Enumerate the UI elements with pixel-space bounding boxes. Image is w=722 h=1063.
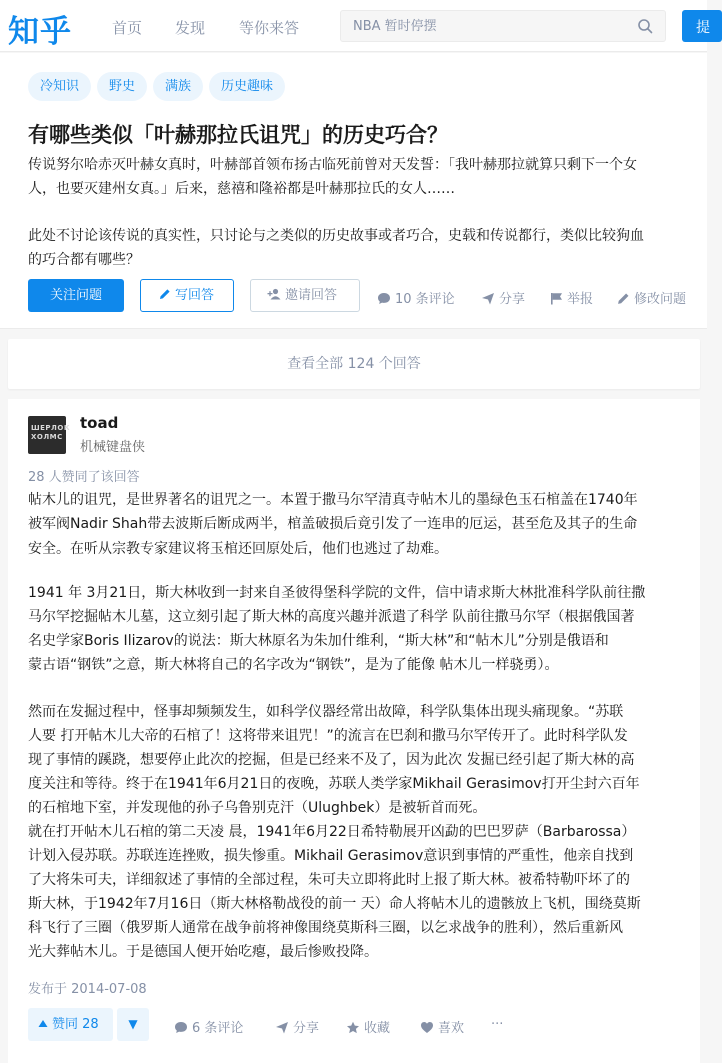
topic-tag[interactable]: 满族 — [153, 72, 203, 101]
answer-line: 现了事情的蹊跷，想要停止此次的挖掘，但是已经来不及了，因为此次 发掘已经引起了斯大林的高 — [28, 752, 635, 768]
nav-home[interactable]: 首页 — [112, 19, 143, 37]
nav-waiting-answers[interactable]: 等你来答 — [239, 19, 300, 37]
answer-line: 度关注和等待。终于在1941年6月21日的夜晚，苏联人类学家Mikhail Gerasimov打开尘封六百年 — [28, 776, 640, 792]
question-desc-line: 人，也要灭建州女真。」后来，慈禧和隆裕都是叶赫那拉氏的女人…… — [28, 181, 455, 197]
question-desc-line: 此处不讨论该传说的真实性，只讨论与之类似的历史故事或者巧合，史载和传说都行，类似比较狗血 — [28, 228, 644, 244]
question-comments-button[interactable] — [377, 288, 455, 307]
invite-answer-label: 邀请回答 — [285, 288, 338, 303]
answer-line: 光大葬帖木儿。于是德国人便开始吃瘪，最后惨败投降。 — [28, 944, 378, 960]
avatar[interactable]: ШЕРЛОК ХОЛМС — [28, 416, 66, 454]
nav-explore[interactable]: 发现 — [175, 19, 206, 37]
zhihu-logo[interactable]: 知乎 — [8, 14, 72, 50]
answer-share-button[interactable] — [275, 1017, 319, 1036]
answer-line: 安全。在听从宗教专家建议将玉棺还回原处后，他们也逃过了劫难。 — [28, 541, 448, 557]
invite-answer-button[interactable] — [250, 279, 360, 312]
write-answer-label: 写回答 — [175, 288, 215, 303]
answer-line: 然而在发掘过程中，怪事却频频发生，如科学仪器经常出故障，科学队集体出现头痛现象。“苏联 — [28, 704, 624, 720]
answer-line: 就在打开帖木儿石棺的第二天凌 晨，1941年6月22日希特勒展开凶勐的巴巴罗萨（Barbarossa） — [28, 824, 636, 840]
answer-comments-button[interactable] — [174, 1017, 243, 1036]
vote-up-button[interactable] — [28, 1008, 113, 1041]
vote-up-label: 赞同 28 — [52, 1017, 99, 1032]
question-desc-line: 传说努尔哈赤灭叶赫女真时，叶赫部首领布扬古临死前曾对天发誓：「我叶赫那拉就算只剩下一个女 — [28, 157, 637, 173]
answer-comments-count: 6 条评论 — [192, 1021, 244, 1036]
answer-line: 计划入侵苏联。苏联连连挫败，损失惨重。Mikhail Gerasimov意识到事情的严重性，他亲自找到 — [28, 848, 634, 864]
published-date[interactable]: 发布于 2014-07-08 — [28, 982, 147, 997]
topic-tag[interactable]: 野史 — [97, 72, 147, 101]
question-report-button[interactable] — [550, 288, 593, 307]
question-actions — [28, 279, 708, 313]
answer-line: 蒙古语“钢铁”之意，斯大林将自己的名字改为“钢铁”，是为了能像 帖木儿一样骁勇）。 — [28, 657, 559, 673]
heart-icon — [420, 1021, 434, 1034]
write-answer-button[interactable] — [140, 279, 234, 312]
triangle-up-icon — [38, 1019, 48, 1028]
more-options-button[interactable]: ··· — [491, 1017, 504, 1032]
author-bio: 机械键盘侠 — [80, 440, 146, 455]
top-bar — [0, 0, 710, 52]
answer-line: 斯大林，于1942年7月16日（斯大林格勒战役的前一 天）命人将帖木儿的遗骸放上飞机，围绕莫斯 — [28, 896, 641, 912]
search-input[interactable] — [341, 11, 631, 41]
ask-question-button[interactable]: 提 — [682, 10, 722, 42]
topic-tag[interactable]: 历史趣味 — [209, 72, 285, 101]
answer-line: 名史学家Boris Ilizarov的说法：斯大林原名为朱加什维利，“斯大林”和“帖木儿”分别是俄语和 — [28, 633, 609, 649]
search-box — [340, 10, 666, 42]
collect-button[interactable] — [346, 1017, 390, 1036]
question-share-button[interactable] — [481, 288, 525, 307]
voters-count[interactable]: 28 人赞同了该回答 — [28, 470, 140, 485]
question-report-label: 举报 — [567, 292, 594, 307]
add-user-icon — [267, 288, 281, 300]
share-icon — [275, 1021, 289, 1034]
comment-icon — [174, 1021, 188, 1034]
pencil-icon — [159, 288, 171, 300]
answer-line: 1941 年 3月21日，斯大林收到一封来自圣彼得堡科学院的文件，信中请求斯大林批准科学队前往撒 — [28, 585, 646, 601]
answer-actions — [28, 1008, 688, 1042]
star-icon — [346, 1021, 360, 1034]
question-comments-count: 10 条评论 — [395, 292, 455, 307]
topic-tag[interactable]: 冷知识 — [28, 72, 91, 101]
like-label: 喜欢 — [438, 1021, 465, 1036]
vote-down-button[interactable]: ▼ — [117, 1008, 149, 1041]
search-icon[interactable] — [637, 18, 653, 34]
question-share-label: 分享 — [499, 292, 526, 307]
answer-line: 帖木儿的诅咒，是世界著名的诅咒之一。本置于撒马尔罕清真寺帖木儿的墨绿色玉石棺盖在1740年 — [28, 492, 638, 508]
flag-icon — [550, 292, 563, 305]
edit-question-label: 修改问题 — [634, 292, 687, 307]
answer-card — [8, 399, 700, 1063]
answer-line: 的石棺地下室，并发现他的孙子乌鲁别克汗（Ulughbek）是被斩首而死。 — [28, 800, 487, 816]
comment-icon — [377, 292, 391, 305]
follow-question-button[interactable]: 关注问题 — [28, 279, 124, 312]
question-desc-line: 的巧合都有哪些？ — [28, 252, 140, 268]
answer-line: 被军阀Nadir Shah带去波斯后断成两半，棺盖破损后竟引发了一连串的厄运，甚至危及其子的生命 — [28, 516, 638, 532]
answer-line: 人要 打开帖木儿大帝的石棺了！这将带来诅咒！”的流言在巴刹和撒马尔罕传开了。此时科学队发 — [28, 728, 628, 744]
answer-line: 马尔罕挖掘帖木儿墓，这立刻引起了斯大林的高度兴趣并派遣了科学 队前往撒马尔罕（根据俄国著 — [28, 609, 635, 625]
like-button[interactable] — [420, 1017, 464, 1036]
question-header — [0, 53, 707, 329]
answer-share-label: 分享 — [293, 1021, 320, 1036]
pencil-icon — [617, 292, 630, 305]
view-all-answers-button[interactable]: 查看全部 124 个回答 — [8, 339, 700, 389]
answer-line: 了大将朱可夫，详细叙述了事情的全部过程，朱可夫立即将此时上报了斯大林。被希特勒吓坏了的 — [28, 872, 630, 888]
edit-question-button[interactable] — [617, 288, 686, 307]
answer-line: 科飞行了三圈（俄罗斯人通常在战争前将神像围绕莫斯科三圈，以乞求战争的胜利），然后重新风 — [28, 920, 623, 936]
author-name[interactable]: toad — [80, 414, 119, 432]
question-title[interactable]: 有哪些类似「叶赫那拉氏诅咒」的历史巧合？ — [28, 123, 448, 147]
share-icon — [481, 292, 495, 305]
topic-tags — [28, 72, 291, 102]
collect-label: 收藏 — [364, 1021, 391, 1036]
